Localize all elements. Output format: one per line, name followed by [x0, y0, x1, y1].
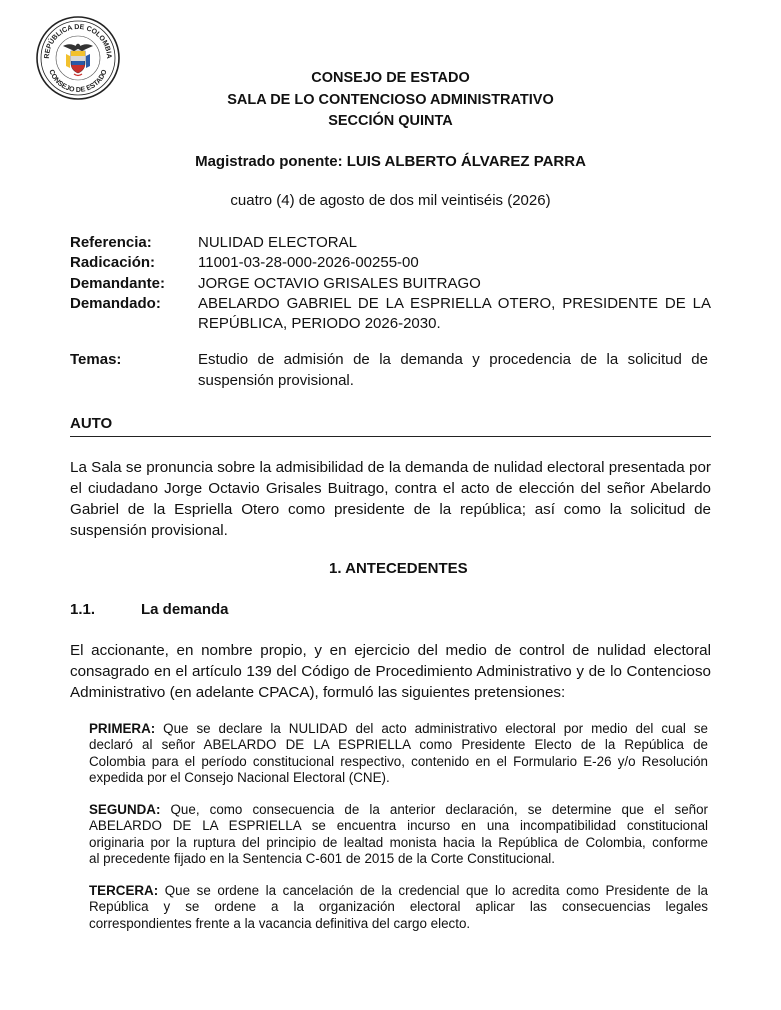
antecedentes-title: 1. ANTECEDENTES: [329, 560, 468, 577]
auto-paragraph: [70, 457, 711, 541]
demanda-number: 1.1.: [70, 601, 96, 618]
header-line-2: SALA DE LO CONTENCIOSO ADMINISTRATIVO: [227, 92, 554, 108]
auto-underline-rule: [70, 436, 711, 437]
magistrado-ponente: Magistrado ponente: LUIS ALBERTO ÁLVAREZ PARRA: [195, 153, 586, 170]
demanda-line-1: El accionante, en nombre propio, y en ejercicio del medio de control de nulidad electoral: [70, 642, 711, 659]
demanda-title: La demanda: [141, 601, 229, 618]
pretension-primera: [89, 721, 708, 786]
temas-line1: Estudio de admisión de la demanda y procedencia de la solicitud de: [198, 351, 708, 368]
pretension-primera-line4: expedida por el Consejo Nacional Electoral (CNE).: [89, 769, 390, 785]
pretension-tercera-line2: República y se ordene a la organización electoral aplicar las consecuencias legales: [89, 899, 708, 915]
pretension-tercera-line3: correspondientes frente a la vacancia definitiva del cargo electo.: [89, 915, 471, 931]
temas-label: Temas:: [70, 351, 122, 368]
seal-top-text: REPÚBLICA DE COLOMBIA: [43, 23, 113, 59]
demanda-paragraph: [70, 640, 711, 703]
pretension-primera-line2: declaró al señor ABELARDO DE LA ESPRIELLA como Presidente Electo de la República de: [89, 737, 708, 753]
pretension-segunda-line2: ABELARDO DE LA ESPRIELLA se encuentra incurso en una incompatibilidad constitucional: [89, 818, 708, 834]
temas-line2: suspensión provisional.: [198, 372, 354, 389]
demanda-line-3: Administrativo (en adelante CPACA), formuló las siguientes pretensiones:: [70, 684, 566, 701]
pretension-segunda-label: SEGUNDA:: [89, 802, 161, 817]
fecha: cuatro (4) de agosto de dos mil veintiséis (2026): [230, 192, 551, 209]
ref-label-demandado: Demandado:: [70, 295, 161, 312]
pretension-tercera-label: TERCERA:: [89, 883, 159, 898]
pretension-segunda-line4: al precedente fijado en la Sentencia C-601 de 2015 de la Corte Constitucional.: [89, 850, 556, 866]
pretension-segunda-line3: originaria por la ruptura del principio de lealtad monista hacia la República de Colombia, conforme: [89, 834, 708, 850]
ref-label-radicacion: Radicación:: [70, 254, 156, 271]
consejo-de-estado-seal: [36, 16, 120, 100]
pretension-tercera: [89, 883, 708, 932]
pretension-primera-line1: Que se declare la NULIDAD del acto administrativo electoral por medio del cual se: [155, 721, 708, 736]
auto-line-2: el ciudadano Jorge Octavio Grisales Buitrago, contra el acto de elección del señor Abelardo: [70, 480, 711, 497]
pretension-tercera-line1: Que se ordene la cancelación de la credencial que lo acredita como Presidente de la: [158, 883, 708, 898]
pretension-primera-label: PRIMERA:: [89, 721, 156, 736]
auto-title: AUTO: [70, 415, 113, 432]
ref-label-demandante: Demandante:: [70, 275, 166, 292]
ref-label-referencia: Referencia:: [70, 234, 152, 251]
auto-line-3: Gabriel de la Espriella Otero como presidente de la república; así como la solicitud de: [70, 501, 711, 518]
ref-value-radicacion: 11001-03-28-000-2026-00255-00: [198, 254, 419, 271]
ref-value-demandado-line1: ABELARDO GABRIEL DE LA ESPRIELLA OTERO, PRESIDENTE DE LA: [198, 295, 711, 312]
header-line-3: SECCIÓN QUINTA: [328, 113, 453, 129]
pretension-segunda-line1: Que, como consecuencia de la anterior declaración, se determine que el señor: [160, 802, 708, 817]
seal-bottom-text: CONSEJO DE ESTADO: [47, 68, 109, 95]
ref-value-referencia: NULIDAD ELECTORAL: [198, 234, 357, 251]
auto-line-4: suspensión provisional.: [70, 522, 228, 539]
demanda-line-2: consagrado en el artículo 139 del Código de Procedimiento Administrativo y de lo Contencioso: [70, 663, 711, 680]
header-line-1: CONSEJO DE ESTADO: [311, 70, 470, 86]
pretension-segunda: [89, 802, 708, 867]
ref-value-demandante: JORGE OCTAVIO GRISALES BUITRAGO: [198, 275, 481, 292]
pretension-primera-line3: Colombia para el período constitucional respectivo, contenido en el Formulario E-26 y/o Resolución: [89, 753, 708, 769]
ref-value-demandado-line2: REPÚBLICA, PERIODO 2026-2030.: [198, 315, 441, 332]
auto-line-1: La Sala se pronuncia sobre la admisibilidad de la demanda de nulidad electoral presentada por: [70, 459, 711, 476]
